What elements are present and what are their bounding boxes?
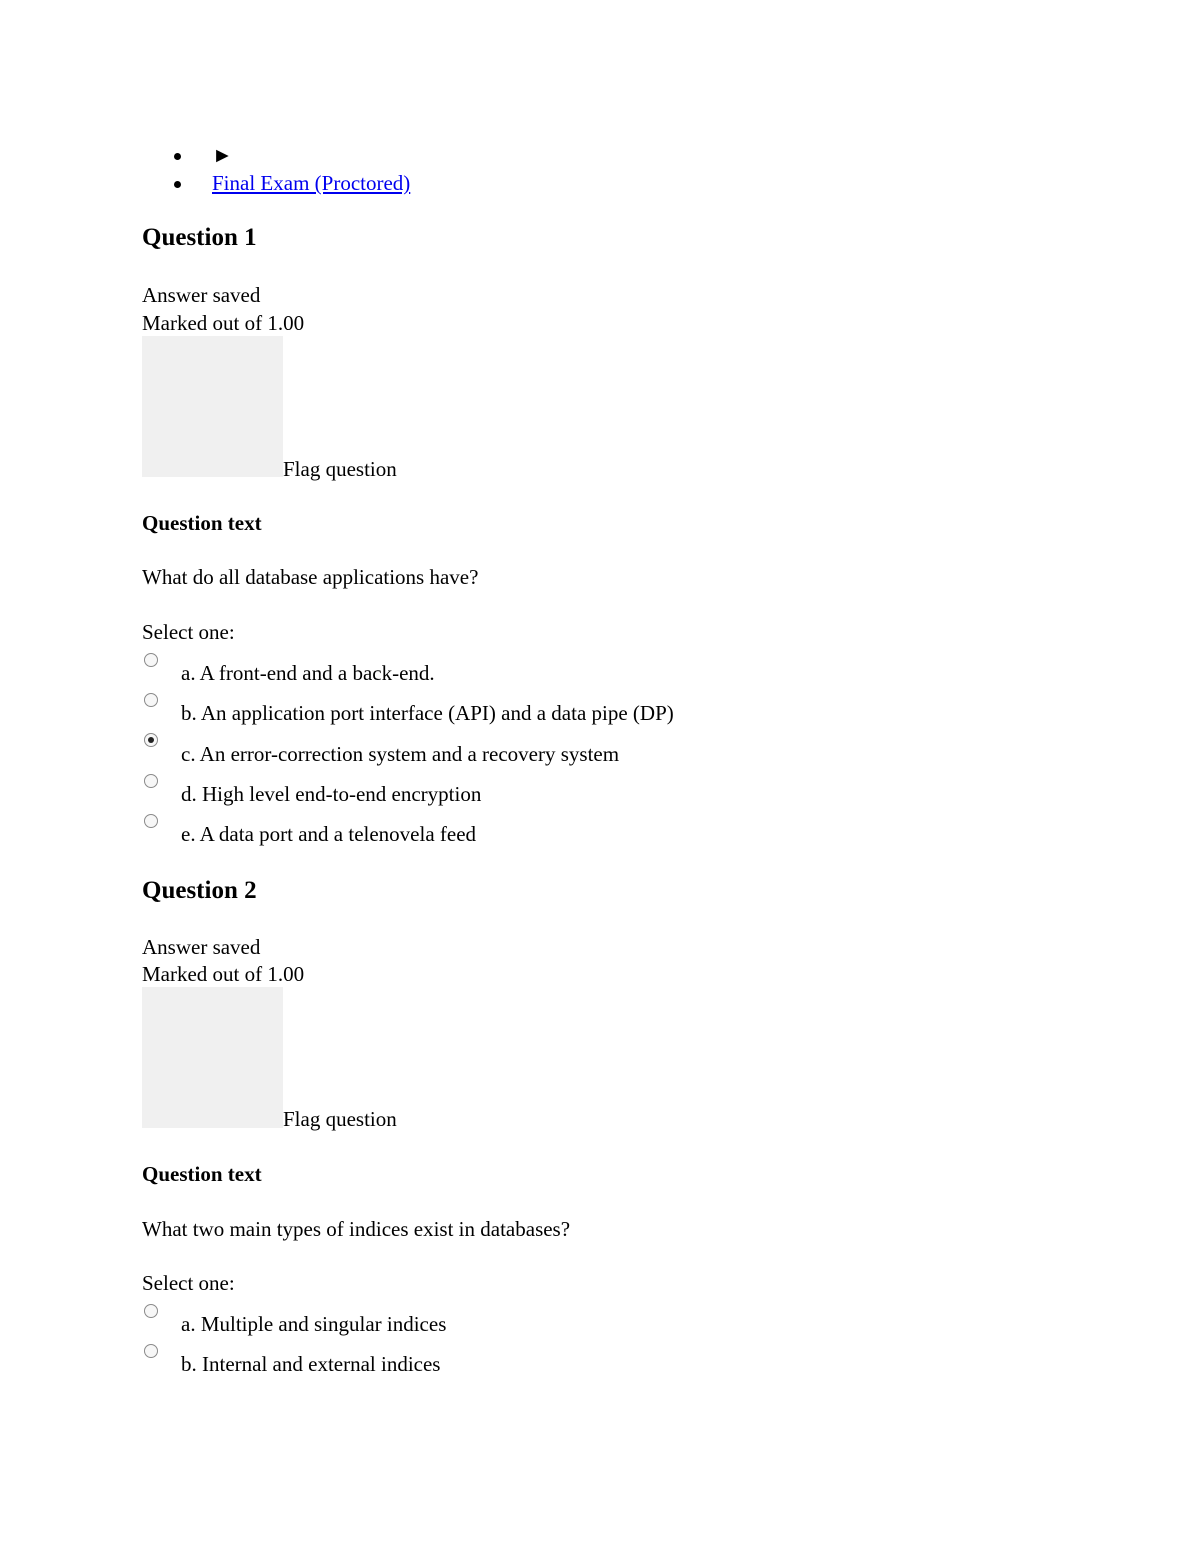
option-label[interactable]: b. An application port interface (API) and a data pipe (DP) bbox=[181, 701, 674, 725]
question-text: What two main types of indices exist in databases? bbox=[142, 1217, 571, 1241]
flag-question-label[interactable]: Flag question bbox=[283, 1107, 397, 1131]
question-title: Question 2 bbox=[142, 877, 257, 904]
select-one-prompt: Select one: bbox=[142, 620, 235, 644]
option-d[interactable] bbox=[142, 774, 1042, 814]
answer-status: Answer saved bbox=[142, 935, 261, 959]
radio-button[interactable] bbox=[144, 1344, 158, 1358]
radio-button[interactable] bbox=[144, 693, 158, 707]
option-b[interactable] bbox=[142, 693, 1042, 733]
bullet-icon bbox=[174, 181, 181, 188]
final-exam-link[interactable]: Final Exam (Proctored) bbox=[212, 171, 411, 195]
radio-button-selected[interactable] bbox=[144, 733, 158, 747]
marks-info: Marked out of 1.00 bbox=[142, 311, 305, 335]
answer-status: Answer saved bbox=[142, 283, 261, 307]
radio-button[interactable] bbox=[144, 1304, 158, 1318]
radio-button[interactable] bbox=[144, 814, 158, 828]
option-label[interactable]: a. A front-end and a back-end. bbox=[181, 661, 435, 685]
option-label[interactable]: e. A data port and a telenovela feed bbox=[181, 822, 477, 846]
question-title: Question 1 bbox=[142, 224, 257, 251]
option-c[interactable] bbox=[142, 733, 1042, 773]
option-label[interactable]: d. High level end-to-end encryption bbox=[181, 782, 482, 806]
option-a[interactable] bbox=[142, 653, 1042, 693]
radio-button[interactable] bbox=[144, 774, 158, 788]
option-label[interactable]: c. An error-correction system and a recovery system bbox=[181, 742, 620, 766]
question-text-heading: Question text bbox=[142, 1162, 262, 1186]
select-one-prompt: Select one: bbox=[142, 1271, 235, 1295]
option-a[interactable] bbox=[142, 1304, 1042, 1344]
flag-icon[interactable] bbox=[142, 987, 283, 1128]
flag-icon[interactable] bbox=[142, 336, 283, 477]
option-b[interactable] bbox=[142, 1344, 1042, 1384]
option-label[interactable]: a. Multiple and singular indices bbox=[181, 1312, 447, 1336]
bullet-icon bbox=[174, 153, 181, 160]
option-label[interactable]: b. Internal and external indices bbox=[181, 1352, 441, 1376]
radio-button[interactable] bbox=[144, 653, 158, 667]
question-text-heading: Question text bbox=[142, 511, 262, 535]
marks-info: Marked out of 1.00 bbox=[142, 962, 305, 986]
play-arrow-icon[interactable]: ► bbox=[212, 143, 233, 167]
option-e[interactable] bbox=[142, 814, 1042, 854]
question-text: What do all database applications have? bbox=[142, 565, 479, 589]
flag-question-label[interactable]: Flag question bbox=[283, 457, 397, 481]
